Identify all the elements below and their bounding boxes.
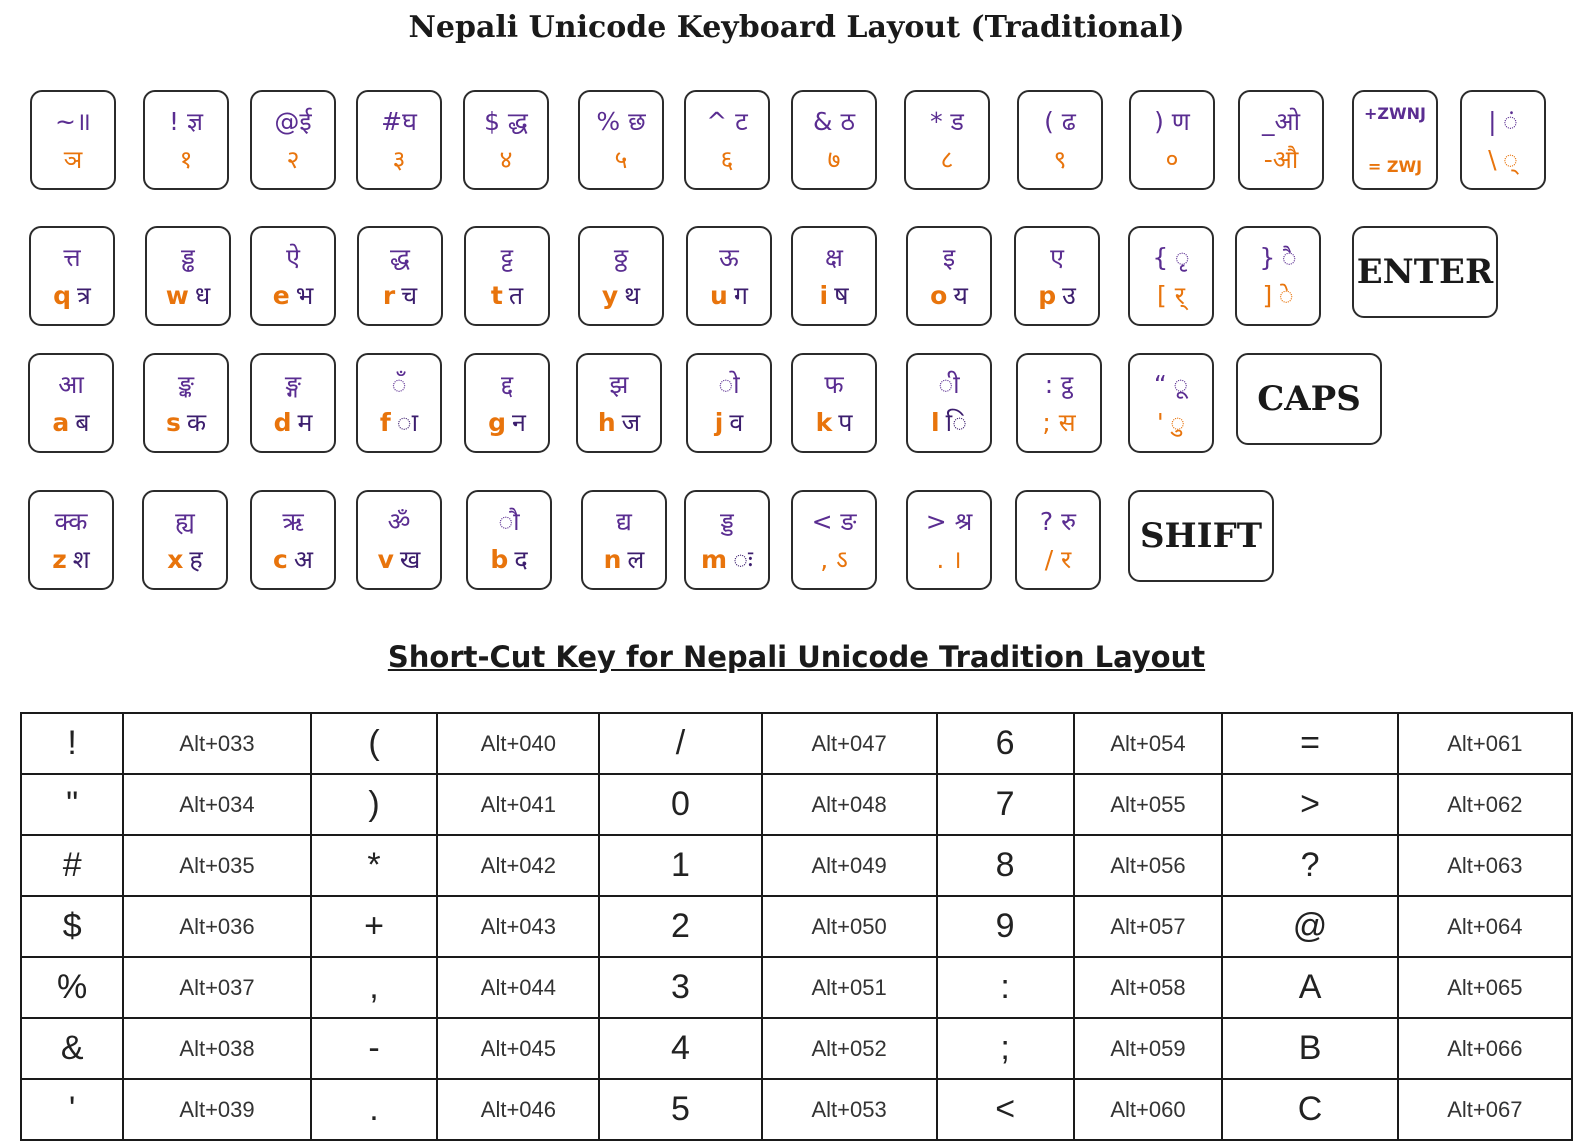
key-0-10[interactable]	[1129, 90, 1215, 190]
key-1-4[interactable]	[464, 226, 550, 326]
key-lower: \ ्	[1488, 145, 1518, 174]
enter-key[interactable]	[1352, 226, 1498, 318]
key-latin-letter: j	[714, 408, 724, 437]
shortcut-heading: Short-Cut Key for Nepali Unicode Tradition Layout	[387, 640, 1206, 674]
key-upper-char: ह्य	[175, 507, 195, 536]
key-latin-letter: l	[931, 408, 940, 437]
key-latin-letter: h	[597, 408, 616, 437]
alt-code-cell: Alt+034	[123, 774, 310, 835]
symbol-cell: 9	[937, 896, 1074, 957]
symbol-cell: 6	[937, 713, 1074, 774]
key-latin-letter: x	[167, 545, 184, 574]
key-upper-char: ऋ	[282, 507, 304, 536]
key-lower	[31, 278, 113, 312]
key-2-10[interactable]	[1128, 353, 1214, 453]
key-lower: ; स	[1042, 408, 1076, 437]
alt-code-cell: Alt+035	[123, 835, 310, 896]
key-3-9[interactable]	[1015, 490, 1101, 590]
key-lower: ३	[392, 145, 406, 174]
key-3-1[interactable]	[142, 490, 228, 590]
symbol-cell: &	[21, 1018, 123, 1079]
symbol-cell: 1	[599, 835, 761, 896]
key-lower-char: ः	[733, 545, 753, 574]
key-lower-char: अ	[293, 545, 313, 574]
key-latin-letter: n	[603, 545, 622, 574]
key-lower-char: त	[508, 281, 524, 310]
key-upper-char: * ड	[930, 107, 964, 136]
key-upper-char: @ई	[274, 107, 312, 136]
key-upper-char: आ	[58, 370, 84, 399]
symbol-cell: (	[311, 713, 438, 774]
alt-code-cell: Alt+057	[1074, 896, 1223, 957]
symbol-cell: 4	[599, 1018, 761, 1079]
key-lower: ' ु	[1156, 408, 1186, 437]
alt-code-cell: Alt+051	[762, 957, 937, 1018]
alt-code-cell: Alt+044	[437, 957, 599, 1018]
key-latin-letter: p	[1038, 281, 1057, 310]
key-lower-char: श	[72, 545, 90, 574]
symbol-cell: C	[1222, 1079, 1397, 1140]
key-latin-letter: d	[273, 408, 292, 437]
key-lower	[252, 542, 334, 576]
key-lower-char: य	[953, 281, 968, 310]
key-0-7[interactable]	[791, 90, 877, 190]
symbol-cell: 2	[599, 896, 761, 957]
key-lower: . ।	[936, 545, 962, 574]
symbol-cell: #	[21, 835, 123, 896]
key-lower	[578, 405, 660, 439]
alt-code-cell: Alt+050	[762, 896, 937, 957]
key-lower-char: म	[297, 408, 313, 437]
alt-code-cell: Alt+065	[1398, 957, 1572, 1018]
symbol-cell: <	[937, 1079, 1074, 1140]
key-0-13[interactable]	[1460, 90, 1546, 190]
key-upper-char: : ट्ठ	[1044, 370, 1074, 399]
alt-code-cell: Alt+067	[1398, 1079, 1572, 1140]
alt-code-cell: Alt+041	[437, 774, 599, 835]
alt-code-cell: Alt+046	[437, 1079, 599, 1140]
key-lower	[466, 405, 548, 439]
key-lower: १	[179, 145, 193, 174]
key-latin-letter: v	[377, 545, 394, 574]
key-lower	[1016, 278, 1098, 312]
key-latin-letter: t	[490, 281, 503, 310]
key-lower-char: ल	[627, 545, 645, 574]
symbol-cell: '	[21, 1079, 123, 1140]
symbol-cell: 5	[599, 1079, 761, 1140]
key-upper-char: ी	[938, 370, 960, 399]
shortcut-table	[20, 712, 1573, 1141]
key-2-0[interactable]	[28, 353, 114, 453]
key-3-6[interactable]	[684, 490, 770, 590]
key-upper-char: ङ्क	[178, 370, 194, 399]
alt-code-cell: Alt+060	[1074, 1079, 1223, 1140]
key-upper-char: इ	[942, 243, 956, 272]
alt-code-cell: Alt+033	[123, 713, 310, 774]
key-1-9[interactable]	[1014, 226, 1100, 326]
symbol-cell: !	[21, 713, 123, 774]
key-3-0[interactable]	[28, 490, 114, 590]
key-upper-char: द्ध	[390, 243, 410, 272]
key-lower	[466, 278, 548, 312]
key-lower: = ZWJ	[1367, 157, 1423, 176]
key-upper-char: त्त	[63, 243, 81, 272]
key-latin-letter: c	[273, 545, 288, 574]
key-latin-letter: b	[490, 545, 509, 574]
key-label: ENTER	[1356, 252, 1494, 292]
symbol-cell: %	[21, 957, 123, 1018]
key-upper-char: ? रु	[1039, 507, 1077, 536]
table-row	[21, 713, 1572, 774]
caps-key[interactable]	[1236, 353, 1382, 445]
key-upper-char: +ZWNJ	[1364, 104, 1426, 123]
alt-code-cell: Alt+054	[1074, 713, 1223, 774]
table-row	[21, 896, 1572, 957]
key-1-8[interactable]	[906, 226, 992, 326]
key-lower: ६	[720, 145, 734, 174]
page-title: Nepali Unicode Keyboard Layout (Traditional)	[408, 10, 1185, 45]
key-3-7[interactable]	[791, 490, 877, 590]
symbol-cell: 8	[937, 835, 1074, 896]
key-upper-char: ^ ट	[706, 107, 748, 136]
key-label: CAPS	[1257, 379, 1361, 419]
key-2-7[interactable]	[791, 353, 877, 453]
key-lower	[252, 405, 334, 439]
key-2-3[interactable]	[356, 353, 442, 453]
alt-code-cell: Alt+053	[762, 1079, 937, 1140]
alt-code-cell: Alt+045	[437, 1018, 599, 1079]
key-lower	[358, 405, 440, 439]
key-upper-char: ठ्ठ	[613, 243, 629, 272]
key-0-8[interactable]	[904, 90, 990, 190]
alt-code-cell: Alt+059	[1074, 1018, 1223, 1079]
key-latin-letter: y	[601, 281, 619, 310]
alt-code-cell: Alt+064	[1398, 896, 1572, 957]
key-upper-char: _ओ	[1261, 107, 1301, 136]
key-1-10[interactable]	[1128, 226, 1214, 326]
key-2-4[interactable]	[464, 353, 550, 453]
symbol-cell: $	[21, 896, 123, 957]
key-lower-char: ि	[945, 408, 967, 437]
key-latin-letter: q	[53, 281, 72, 310]
key-lower: -औ	[1263, 145, 1299, 174]
key-3-8[interactable]	[906, 490, 992, 590]
key-lower: ञ	[63, 145, 83, 174]
key-0-12[interactable]	[1352, 90, 1438, 190]
table-row	[21, 1018, 1572, 1079]
alt-code-cell: Alt+036	[123, 896, 310, 957]
key-lower	[908, 278, 990, 312]
key-lower-char: त्र	[77, 281, 91, 310]
key-lower-char: प	[838, 408, 853, 437]
key-latin-letter: a	[52, 408, 70, 437]
key-upper-char: ो	[718, 370, 740, 399]
key-lower	[147, 278, 229, 312]
key-latin-letter: z	[52, 545, 67, 574]
key-upper-char: #घ	[381, 107, 417, 136]
key-1-6[interactable]	[686, 226, 772, 326]
key-lower	[359, 278, 441, 312]
symbol-cell: ,	[311, 957, 438, 1018]
alt-code-cell: Alt+062	[1398, 774, 1572, 835]
table-row	[21, 1079, 1572, 1140]
key-0-4[interactable]	[463, 90, 549, 190]
key-2-6[interactable]	[686, 353, 772, 453]
alt-code-cell: Alt+040	[437, 713, 599, 774]
key-lower	[583, 542, 665, 576]
alt-code-cell: Alt+048	[762, 774, 937, 835]
key-lower-char: ह	[189, 545, 203, 574]
symbol-cell: +	[311, 896, 438, 957]
key-lower-char: न	[512, 408, 526, 437]
key-lower	[793, 405, 875, 439]
keyboard	[0, 90, 1593, 610]
alt-code-cell: Alt+056	[1074, 835, 1223, 896]
key-upper-char: ऐ	[286, 243, 300, 272]
key-lower-char: ग	[733, 281, 748, 310]
symbol-cell: ;	[937, 1018, 1074, 1079]
symbol-cell: /	[599, 713, 761, 774]
key-0-1[interactable]	[143, 90, 229, 190]
symbol-cell: "	[21, 774, 123, 835]
key-lower	[468, 542, 550, 576]
key-lower-char: भ	[295, 281, 314, 310]
key-lower	[30, 405, 112, 439]
key-lower-char: ख	[399, 545, 421, 574]
key-latin-letter: i	[819, 281, 829, 310]
key-upper-char: ( ढ	[1044, 107, 1076, 136]
alt-code-cell: Alt+039	[123, 1079, 310, 1140]
key-upper-char: ट्ट	[500, 243, 514, 272]
symbol-cell: @	[1222, 896, 1397, 957]
key-upper-char: ऊ	[719, 243, 739, 272]
key-lower-char: द	[514, 545, 528, 574]
key-upper-char: “ ू	[1153, 370, 1189, 399]
key-lower-char: ध	[194, 281, 211, 310]
key-lower-char: ब	[75, 408, 90, 437]
key-lower: / र	[1044, 545, 1072, 574]
key-upper-char: द्य	[616, 507, 632, 536]
key-upper-char: ड्ड	[720, 507, 734, 536]
symbol-cell: 7	[937, 774, 1074, 835]
key-1-2[interactable]	[250, 226, 336, 326]
key-upper-char: क्क	[54, 507, 88, 536]
key-2-1[interactable]	[143, 353, 229, 453]
key-upper-char: फ	[824, 370, 844, 399]
key-0-9[interactable]	[1017, 90, 1103, 190]
alt-code-cell: Alt+042	[437, 835, 599, 896]
key-upper-char: ॐ	[387, 507, 411, 536]
symbol-cell: .	[311, 1079, 438, 1140]
key-label: SHIFT	[1139, 516, 1263, 556]
key-lower-char: व	[729, 408, 744, 437]
key-lower-char: उ	[1062, 281, 1076, 310]
key-upper-char: { ृ	[1152, 243, 1190, 272]
key-lower	[358, 542, 440, 576]
alt-code-cell: Alt+052	[762, 1018, 937, 1079]
key-0-3[interactable]	[356, 90, 442, 190]
key-upper-char: ड्ढ	[181, 243, 195, 272]
symbol-cell: ?	[1222, 835, 1397, 896]
key-lower	[686, 542, 768, 576]
key-1-1[interactable]	[145, 226, 231, 326]
shift-key[interactable]	[1128, 490, 1274, 582]
key-latin-letter: f	[379, 408, 391, 437]
key-3-4[interactable]	[466, 490, 552, 590]
key-lower	[144, 542, 226, 576]
key-lower: ९	[1053, 145, 1067, 174]
key-lower	[145, 405, 227, 439]
key-latin-letter: s	[165, 408, 181, 437]
key-lower: ८	[940, 145, 954, 174]
key-upper-char: % छ	[596, 107, 646, 136]
key-lower	[688, 278, 770, 312]
key-upper-char: > श्र	[925, 507, 973, 536]
key-upper-char: ौ	[498, 507, 520, 536]
key-upper-char: ! ज्ञ	[169, 107, 203, 136]
alt-code-cell: Alt+049	[762, 835, 937, 896]
key-lower: ०	[1165, 145, 1179, 174]
key-lower	[688, 405, 770, 439]
key-upper-char: $ द्ध	[484, 107, 528, 136]
alt-code-cell: Alt+058	[1074, 957, 1223, 1018]
key-latin-letter: e	[272, 281, 290, 310]
key-latin-letter: g	[488, 408, 506, 437]
symbol-cell: 3	[599, 957, 761, 1018]
key-lower-char: ज	[621, 408, 641, 437]
key-upper-char: ) ण	[1154, 107, 1190, 136]
key-upper-char: ~॥	[55, 107, 91, 136]
key-latin-letter: u	[710, 281, 728, 310]
key-1-11[interactable]	[1235, 226, 1321, 326]
key-0-2[interactable]	[250, 90, 336, 190]
key-0-5[interactable]	[578, 90, 664, 190]
key-lower: ५	[614, 145, 628, 174]
key-2-2[interactable]	[250, 353, 336, 453]
key-upper-char: ङ्ग	[285, 370, 301, 399]
key-0-6[interactable]	[684, 90, 770, 190]
key-lower-char: क	[186, 408, 207, 437]
alt-code-cell: Alt+063	[1398, 835, 1572, 896]
key-latin-letter: m	[701, 545, 728, 574]
key-3-5[interactable]	[581, 490, 667, 590]
key-1-7[interactable]	[791, 226, 877, 326]
alt-code-cell: Alt+043	[437, 896, 599, 957]
key-2-5[interactable]	[576, 353, 662, 453]
key-latin-letter: o	[930, 281, 948, 310]
key-lower: ४	[499, 145, 513, 174]
alt-code-cell: Alt+066	[1398, 1018, 1572, 1079]
key-lower: , ऽ	[820, 545, 848, 574]
table-row	[21, 957, 1572, 1018]
symbol-cell: :	[937, 957, 1074, 1018]
key-upper-char: ए	[1050, 243, 1064, 272]
key-lower	[580, 278, 662, 312]
key-lower: २	[286, 145, 300, 174]
key-latin-letter: w	[165, 281, 189, 310]
symbol-cell: >	[1222, 774, 1397, 835]
key-2-9[interactable]	[1016, 353, 1102, 453]
alt-code-cell: Alt+061	[1398, 713, 1572, 774]
key-2-8[interactable]	[906, 353, 992, 453]
key-lower-char: ष	[834, 281, 849, 310]
key-0-11[interactable]	[1238, 90, 1324, 190]
key-3-2[interactable]	[250, 490, 336, 590]
alt-code-cell: Alt+047	[762, 713, 937, 774]
key-upper-char: < ङ	[811, 507, 857, 536]
symbol-cell: B	[1222, 1018, 1397, 1079]
key-1-0[interactable]	[29, 226, 115, 326]
key-lower	[793, 278, 875, 312]
alt-code-cell: Alt+037	[123, 957, 310, 1018]
symbol-cell: 0	[599, 774, 761, 835]
key-upper-char: } ै	[1259, 243, 1297, 272]
alt-code-cell: Alt+038	[123, 1018, 310, 1079]
alt-code-cell: Alt+055	[1074, 774, 1223, 835]
key-upper-char: ँ	[391, 370, 407, 399]
key-0-0[interactable]	[30, 90, 116, 190]
key-upper-char: & ठ	[813, 107, 855, 136]
symbol-cell: )	[311, 774, 438, 835]
symbol-cell: A	[1222, 957, 1397, 1018]
key-upper-char: द्द	[500, 370, 514, 399]
key-1-5[interactable]	[578, 226, 664, 326]
key-upper-char: झ	[609, 370, 629, 399]
key-lower: ७	[827, 145, 841, 174]
key-upper-char: क्ष	[825, 243, 843, 272]
key-lower	[252, 278, 334, 312]
key-latin-letter: k	[815, 408, 833, 437]
symbol-cell: -	[311, 1018, 438, 1079]
key-lower-char: च	[401, 281, 418, 310]
key-3-3[interactable]	[356, 490, 442, 590]
key-1-3[interactable]	[357, 226, 443, 326]
key-latin-letter: r	[382, 281, 396, 310]
key-lower-char: ा	[396, 408, 419, 437]
table-row	[21, 774, 1572, 835]
key-lower	[30, 542, 112, 576]
key-lower: [ र्	[1157, 281, 1185, 310]
key-lower-char: थ	[624, 281, 641, 310]
key-upper-char: | ं	[1488, 107, 1518, 136]
symbol-cell: *	[311, 835, 438, 896]
symbol-cell: =	[1222, 713, 1397, 774]
key-lower: ] े	[1262, 281, 1294, 310]
table-row	[21, 835, 1572, 896]
key-lower	[908, 405, 990, 439]
